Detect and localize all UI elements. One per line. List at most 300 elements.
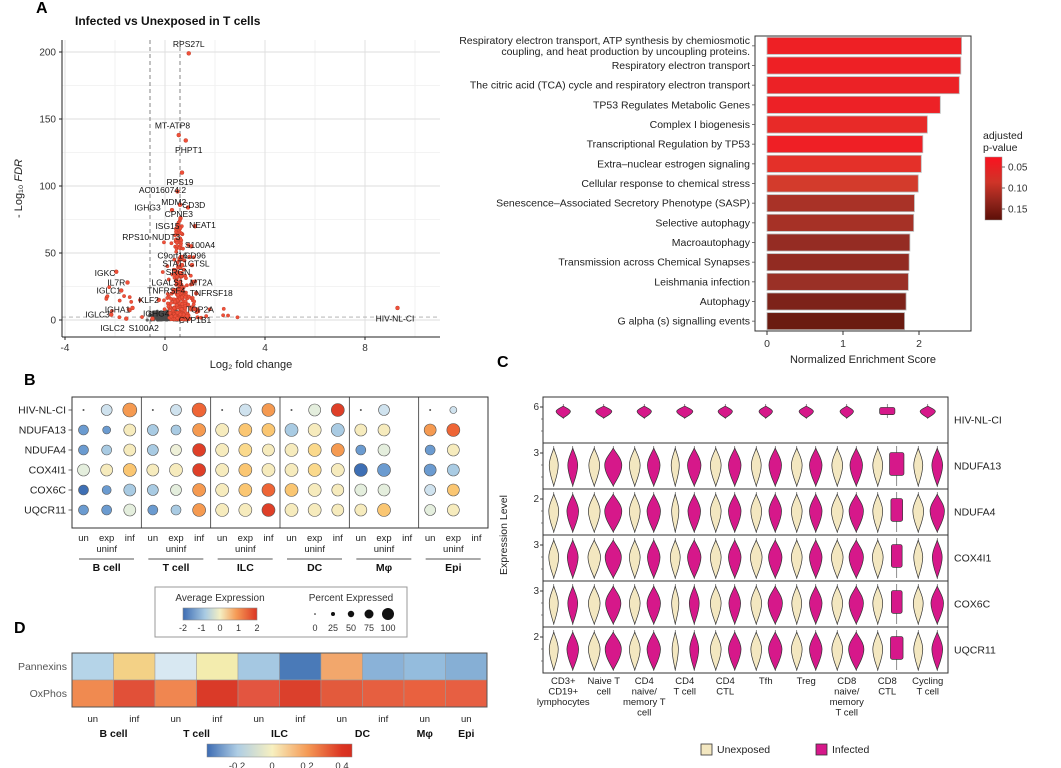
gene-label: S100A2 [128, 323, 159, 334]
expression-dot [308, 484, 321, 497]
cell-type-label: B cell [92, 562, 121, 574]
bar [767, 77, 959, 94]
gene-row-label: COX4I1 [28, 464, 66, 477]
point [118, 299, 121, 302]
legend-label: Infected [832, 744, 870, 756]
violin-box [891, 591, 902, 614]
expression-dot [308, 424, 321, 437]
cell-type-label: Mφ [416, 728, 433, 740]
heatmap-cell [280, 653, 322, 680]
condition-sub-label: uninf [96, 544, 117, 555]
expression-dot [193, 424, 206, 437]
expression-dot [308, 464, 321, 477]
category-label: naive/ [631, 686, 657, 698]
expression-dot [79, 445, 89, 455]
heatmap-cell [446, 680, 488, 707]
y-tick-label: 50 [44, 248, 56, 260]
bar [767, 195, 914, 212]
expression-dot [221, 409, 223, 411]
category-label: cell [596, 686, 611, 698]
legend-title: adjusted [983, 130, 1023, 142]
gene-label: IGHG3 [134, 202, 161, 213]
violin-box [880, 407, 895, 414]
violin-gene-label: NDUFA4 [954, 506, 996, 519]
expression-dot [356, 445, 366, 455]
pathway-label: Leishmania infection [654, 276, 750, 289]
y-tick-label: 3 [533, 586, 539, 597]
gene-label: CYP1B1 [178, 315, 212, 325]
gene-label: PHPT1 [175, 144, 203, 155]
point [396, 306, 400, 310]
avg-expression-title: Average Expression [175, 593, 265, 604]
point [170, 242, 173, 245]
point [177, 133, 181, 137]
expression-dot [429, 409, 431, 411]
point [222, 307, 225, 310]
point [236, 316, 239, 319]
bar [767, 136, 923, 153]
expression-dot [193, 464, 206, 477]
expression-dot [379, 405, 390, 416]
pathway-label: Autophagy [699, 296, 750, 308]
x-axis-label: Normalized Enrichment Score [789, 354, 937, 366]
heatmap-cell [72, 653, 114, 680]
point [162, 299, 165, 302]
gene-label: IGHA1 [104, 304, 131, 315]
violin-gene-label: HIV-NL-CI [954, 414, 1002, 427]
pathway-label: The citric acid (TCA) cycle and respiratory electron transport [469, 79, 750, 92]
point [166, 296, 169, 299]
expression-dot [447, 464, 459, 476]
condition-label: inf [124, 533, 135, 544]
expression-dot [148, 505, 158, 515]
point [130, 300, 133, 303]
avg-tick-label: 2 [254, 623, 260, 633]
point [122, 294, 125, 297]
bar [767, 313, 905, 330]
pathway-label: Cellular response to chemical stress [581, 178, 750, 190]
expression-dot [79, 425, 89, 435]
gene-label: CPNE3 [164, 209, 193, 220]
expression-dot [124, 504, 136, 516]
expression-dot [262, 504, 275, 517]
gene-label: C9orf16 [157, 250, 188, 261]
gene-label: CTSL [187, 258, 210, 269]
expression-dot [83, 409, 85, 411]
pct-size-dot [331, 612, 335, 616]
expression-dot [147, 425, 158, 436]
category-label: CTL [716, 686, 735, 698]
heatmap-cell [363, 653, 405, 680]
point [178, 246, 181, 249]
panel-label-b: B [24, 372, 36, 389]
heatmap-row-label: OxPhos [29, 688, 67, 700]
expression-dot [216, 424, 229, 437]
expression-dot [193, 444, 206, 457]
expression-dot [360, 409, 362, 411]
bar [767, 254, 909, 271]
y-tick-label: 0 [50, 315, 56, 327]
row-border [543, 535, 948, 581]
expression-dot [285, 504, 298, 517]
point [173, 307, 176, 310]
x-axis-label: Log₂ fold change [209, 359, 293, 371]
condition-sub-label: uninf [304, 544, 325, 555]
gene-label: CD3D [182, 199, 206, 210]
gene-label: S100A4 [184, 239, 216, 250]
expression-dot [239, 404, 251, 416]
pct-tick-label: 50 [345, 623, 357, 633]
expression-dot [447, 444, 459, 456]
condition-label: un [87, 714, 99, 725]
gene-label: LGALS1 [151, 277, 184, 288]
expression-dot [285, 424, 298, 437]
expression-dot [170, 464, 183, 477]
colorbar-tick-label: 0.4 [335, 761, 349, 768]
category-label: CD4 [675, 676, 695, 687]
expression-dot [193, 504, 206, 517]
heatmap-cell [404, 653, 446, 680]
bar [767, 155, 921, 172]
expression-dot [216, 484, 229, 497]
pathway-label: coupling, and heat production by uncoupling proteins. [501, 45, 750, 58]
gene-label: SRGN [165, 266, 191, 277]
legend-tick-label: 0.05 [1008, 162, 1028, 174]
condition-label: un [216, 533, 228, 544]
expression-dot [354, 464, 367, 477]
expression-dot [285, 464, 298, 477]
module-score-heatmap [5, 618, 525, 768]
point [131, 306, 135, 310]
point [187, 51, 191, 55]
avg-tick-label: 1 [235, 623, 242, 633]
category-label: CD3+ [550, 676, 576, 687]
y-tick-label: 3 [533, 540, 539, 551]
point [118, 316, 121, 319]
category-label: CD19+ [548, 686, 579, 698]
category-label: CD8 [877, 676, 897, 687]
point [192, 300, 195, 303]
category-label: naive/ [834, 686, 860, 698]
condition-label: inf [378, 714, 389, 725]
gene-label: TNFRSF4 [147, 285, 186, 296]
violin-gene-label: NDUFA13 [954, 460, 1002, 473]
point [184, 138, 188, 142]
heatmap-cell [363, 680, 405, 707]
condition-label: un [170, 714, 182, 725]
condition-label: exp [307, 533, 323, 544]
x-tick-label: 4 [262, 343, 268, 354]
point [175, 304, 178, 307]
pathway-label: Macroautophagy [671, 237, 750, 249]
colorbar-tick-label: 0.2 [300, 761, 314, 768]
legend-swatch [701, 744, 712, 755]
expression-dot [171, 445, 182, 456]
condition-sub-label: uninf [165, 544, 187, 555]
expression-dot [425, 445, 435, 455]
pct-tick-label: 0 [312, 623, 318, 633]
row-border [543, 397, 948, 443]
gene-label: ISG15 [155, 221, 180, 232]
condition-label: un [355, 533, 367, 544]
expression-dot [192, 403, 206, 417]
condition-label: un [286, 533, 297, 544]
expression-dot [123, 464, 136, 477]
heatmap-cell [238, 653, 280, 680]
y-tick-label: 2 [533, 632, 539, 643]
pathway-label: Respiratory electron transport [611, 60, 750, 72]
heatmap-cell [197, 680, 239, 707]
expression-dot [378, 444, 390, 456]
expression-dot [124, 444, 136, 456]
expression-dot [262, 464, 275, 477]
expression-dot [171, 405, 182, 416]
pathway-label: Respiratory electron transport, ATP synthesis by chemiosmotic [459, 34, 750, 47]
expression-dot [308, 504, 321, 517]
condition-sub-label: uninf [443, 544, 464, 555]
point [161, 270, 164, 273]
panel-label-c: C [497, 354, 509, 371]
pathway-label: Complex I biogenesis [649, 119, 750, 131]
panel-label-d: D [14, 620, 26, 637]
expression-dot [424, 424, 436, 436]
legend-gradient-bar [985, 157, 1002, 220]
pathway-label: Selective autophagy [655, 217, 750, 230]
gene-label: STAT1 [162, 258, 188, 269]
gene-label: IL7R [107, 277, 126, 288]
expression-dot [332, 504, 344, 516]
condition-label: inf [402, 533, 413, 544]
expression-dotplot [10, 380, 510, 648]
condition-label: un [336, 714, 348, 725]
condition-label: inf [295, 714, 306, 725]
condition-label: inf [194, 533, 205, 544]
gene-label: RPS10-NUDT3 [122, 231, 181, 242]
gene-label: AC016074.2 [138, 185, 187, 196]
avg-tick-label: 0 [217, 623, 223, 633]
expression-dot [450, 407, 457, 414]
expression-dot [331, 424, 344, 437]
y-tick-label: 100 [39, 181, 56, 193]
violin-gene-label: COX4I1 [954, 552, 992, 565]
colorbar-tick-label: -0.2 [228, 761, 246, 768]
gene-label: HIV-NL-CI [375, 313, 415, 324]
condition-label: un [147, 533, 159, 544]
category-label: Treg [796, 676, 816, 687]
violin-box [890, 637, 903, 660]
heatmap-cell [404, 680, 446, 707]
expression-dot [216, 504, 229, 517]
condition-label: exp [168, 533, 184, 544]
gene-label: TOP2A [186, 304, 214, 315]
point [173, 300, 176, 303]
colorbar [207, 744, 352, 757]
volcano-plot [10, 15, 455, 375]
expression-dot [355, 484, 367, 496]
pct-size-dot [314, 613, 316, 615]
bar [767, 116, 927, 133]
expression-dot [285, 484, 298, 497]
legend-title: p-value [983, 142, 1018, 154]
heatmap-cell [114, 653, 156, 680]
cell-type-label: T cell [162, 562, 190, 574]
point [176, 311, 179, 314]
x-tick-label: -4 [60, 343, 70, 354]
avg-tick-label: -1 [197, 623, 206, 633]
heatmap-cell [72, 680, 114, 707]
expression-dot [147, 464, 159, 476]
expression-dot [291, 409, 293, 411]
expression-dot [239, 424, 252, 437]
bar [767, 273, 908, 290]
pct-tick-label: 25 [327, 623, 339, 633]
x-tick-label: 0 [162, 343, 168, 354]
expression-dot [424, 464, 436, 476]
category-label: lymphocytes [536, 697, 590, 708]
bar [767, 234, 910, 251]
pct-expressed-title: Percent Expressed [308, 593, 394, 604]
pct-tick-label: 100 [380, 623, 396, 633]
expression-dot [355, 424, 367, 436]
x-tick-label: 8 [362, 343, 368, 354]
expression-dot [447, 504, 459, 516]
condition-label: un [460, 714, 472, 725]
category-label: Tfh [758, 676, 773, 687]
y-tick-label: 6 [533, 402, 539, 413]
gene-label: MT2A [189, 277, 213, 288]
category-label: T cell [835, 707, 859, 719]
pathway-label: TP53 Regulates Metabolic Genes [592, 99, 750, 112]
heatmap-cell [446, 653, 488, 680]
heatmap-cell [155, 680, 197, 707]
gene-label: IGKC [94, 268, 116, 279]
condition-label: inf [471, 533, 482, 544]
cell-type-label: T cell [183, 728, 210, 740]
condition-label: exp [445, 533, 462, 544]
y-tick-label: 200 [39, 47, 56, 59]
category-label: T cell [673, 686, 697, 698]
condition-label: un [419, 714, 431, 725]
x-tick-label: 1 [840, 338, 846, 350]
category-label: CTL [878, 686, 897, 698]
point [184, 299, 187, 302]
category-label: CD4 [715, 676, 735, 687]
y-axis-label: Expression Level [498, 495, 510, 575]
gene-row-label: HIV-NL-CI [18, 404, 66, 417]
avg-tick-label: -2 [178, 623, 188, 633]
heatmap-cell [280, 680, 322, 707]
row-border [543, 443, 948, 489]
category-label: CD8 [837, 676, 857, 687]
expression-dot [216, 464, 229, 477]
point [169, 297, 172, 300]
gene-label: TNFRSF18 [189, 288, 233, 299]
expression-dot [123, 403, 137, 417]
gene-row-label: NDUFA4 [24, 444, 66, 457]
bar [767, 37, 962, 54]
condition-label: exp [99, 533, 115, 544]
violin-box [891, 545, 902, 568]
expression-dot [171, 485, 182, 496]
expression-dot [78, 464, 90, 476]
expression-dot [147, 445, 158, 456]
pathway-label: Extra–nuclear estrogen signaling [597, 158, 750, 171]
expression-dot [378, 484, 390, 496]
expression-dot [216, 444, 229, 457]
category-label: CD4 [634, 676, 654, 687]
expression-dot [193, 484, 206, 497]
point [105, 297, 108, 300]
expression-dot [447, 424, 460, 437]
gene-label: MT-ATP8 [154, 120, 191, 131]
colorbar-tick-label: 0 [269, 761, 275, 768]
cell-type-label: Epi [445, 562, 462, 574]
bar [767, 57, 961, 74]
expression-dot [378, 464, 391, 477]
heatmap-row-label: Pannexins [17, 661, 67, 673]
expression-dot [425, 505, 436, 516]
gene-label: RPS19 [166, 176, 194, 187]
heatmap-cell [114, 680, 156, 707]
bar [767, 96, 940, 113]
cell-type-label: ILC [236, 562, 254, 574]
y-tick-label: 2 [533, 494, 539, 505]
panel-label-a: A [36, 0, 48, 17]
point [180, 308, 183, 311]
condition-sub-label: uninf [235, 544, 256, 555]
violin-gene-label: COX6C [954, 598, 991, 611]
violin-box [891, 499, 903, 522]
cell-type-label: B cell [99, 728, 128, 740]
cell-type-label: Mφ [375, 562, 393, 574]
heatmap-cell [321, 680, 363, 707]
expression-dot [101, 464, 113, 476]
expression-dot [79, 485, 89, 495]
expression-dot [378, 424, 390, 436]
expression-dot [425, 485, 436, 496]
category-label: T cell [916, 686, 940, 698]
expression-dot [152, 409, 154, 411]
gene-row-label: COX6C [29, 484, 66, 497]
expression-dot [262, 424, 275, 437]
gene-label: IGLC3 [85, 309, 110, 320]
gene-label: IGLC1 [96, 285, 122, 296]
category-label: Cycling [912, 676, 944, 687]
point [128, 295, 131, 298]
legend-tick-label: 0.10 [1008, 183, 1028, 195]
heatmap-cell [321, 653, 363, 680]
expression-dot [308, 444, 321, 457]
gene-label: MDM2 [161, 197, 187, 208]
expression-dot [171, 425, 181, 435]
expression-dot [239, 464, 252, 477]
violin-plot [495, 360, 1061, 768]
expression-dot [331, 404, 344, 417]
cell-type-label: ILC [271, 728, 288, 740]
y-tick-label: 150 [39, 114, 56, 126]
condition-label: exp [376, 533, 392, 544]
condition-label: inf [129, 714, 140, 725]
condition-label: inf [263, 533, 274, 544]
bar [767, 175, 918, 192]
cell-type-label: DC [354, 728, 371, 740]
expression-dot [239, 504, 252, 517]
condition-sub-label: uninf [373, 544, 395, 555]
row-border [543, 627, 948, 673]
gene-label: CD96 [184, 250, 206, 261]
violin-box [890, 453, 904, 476]
condition-label: exp [237, 533, 254, 544]
